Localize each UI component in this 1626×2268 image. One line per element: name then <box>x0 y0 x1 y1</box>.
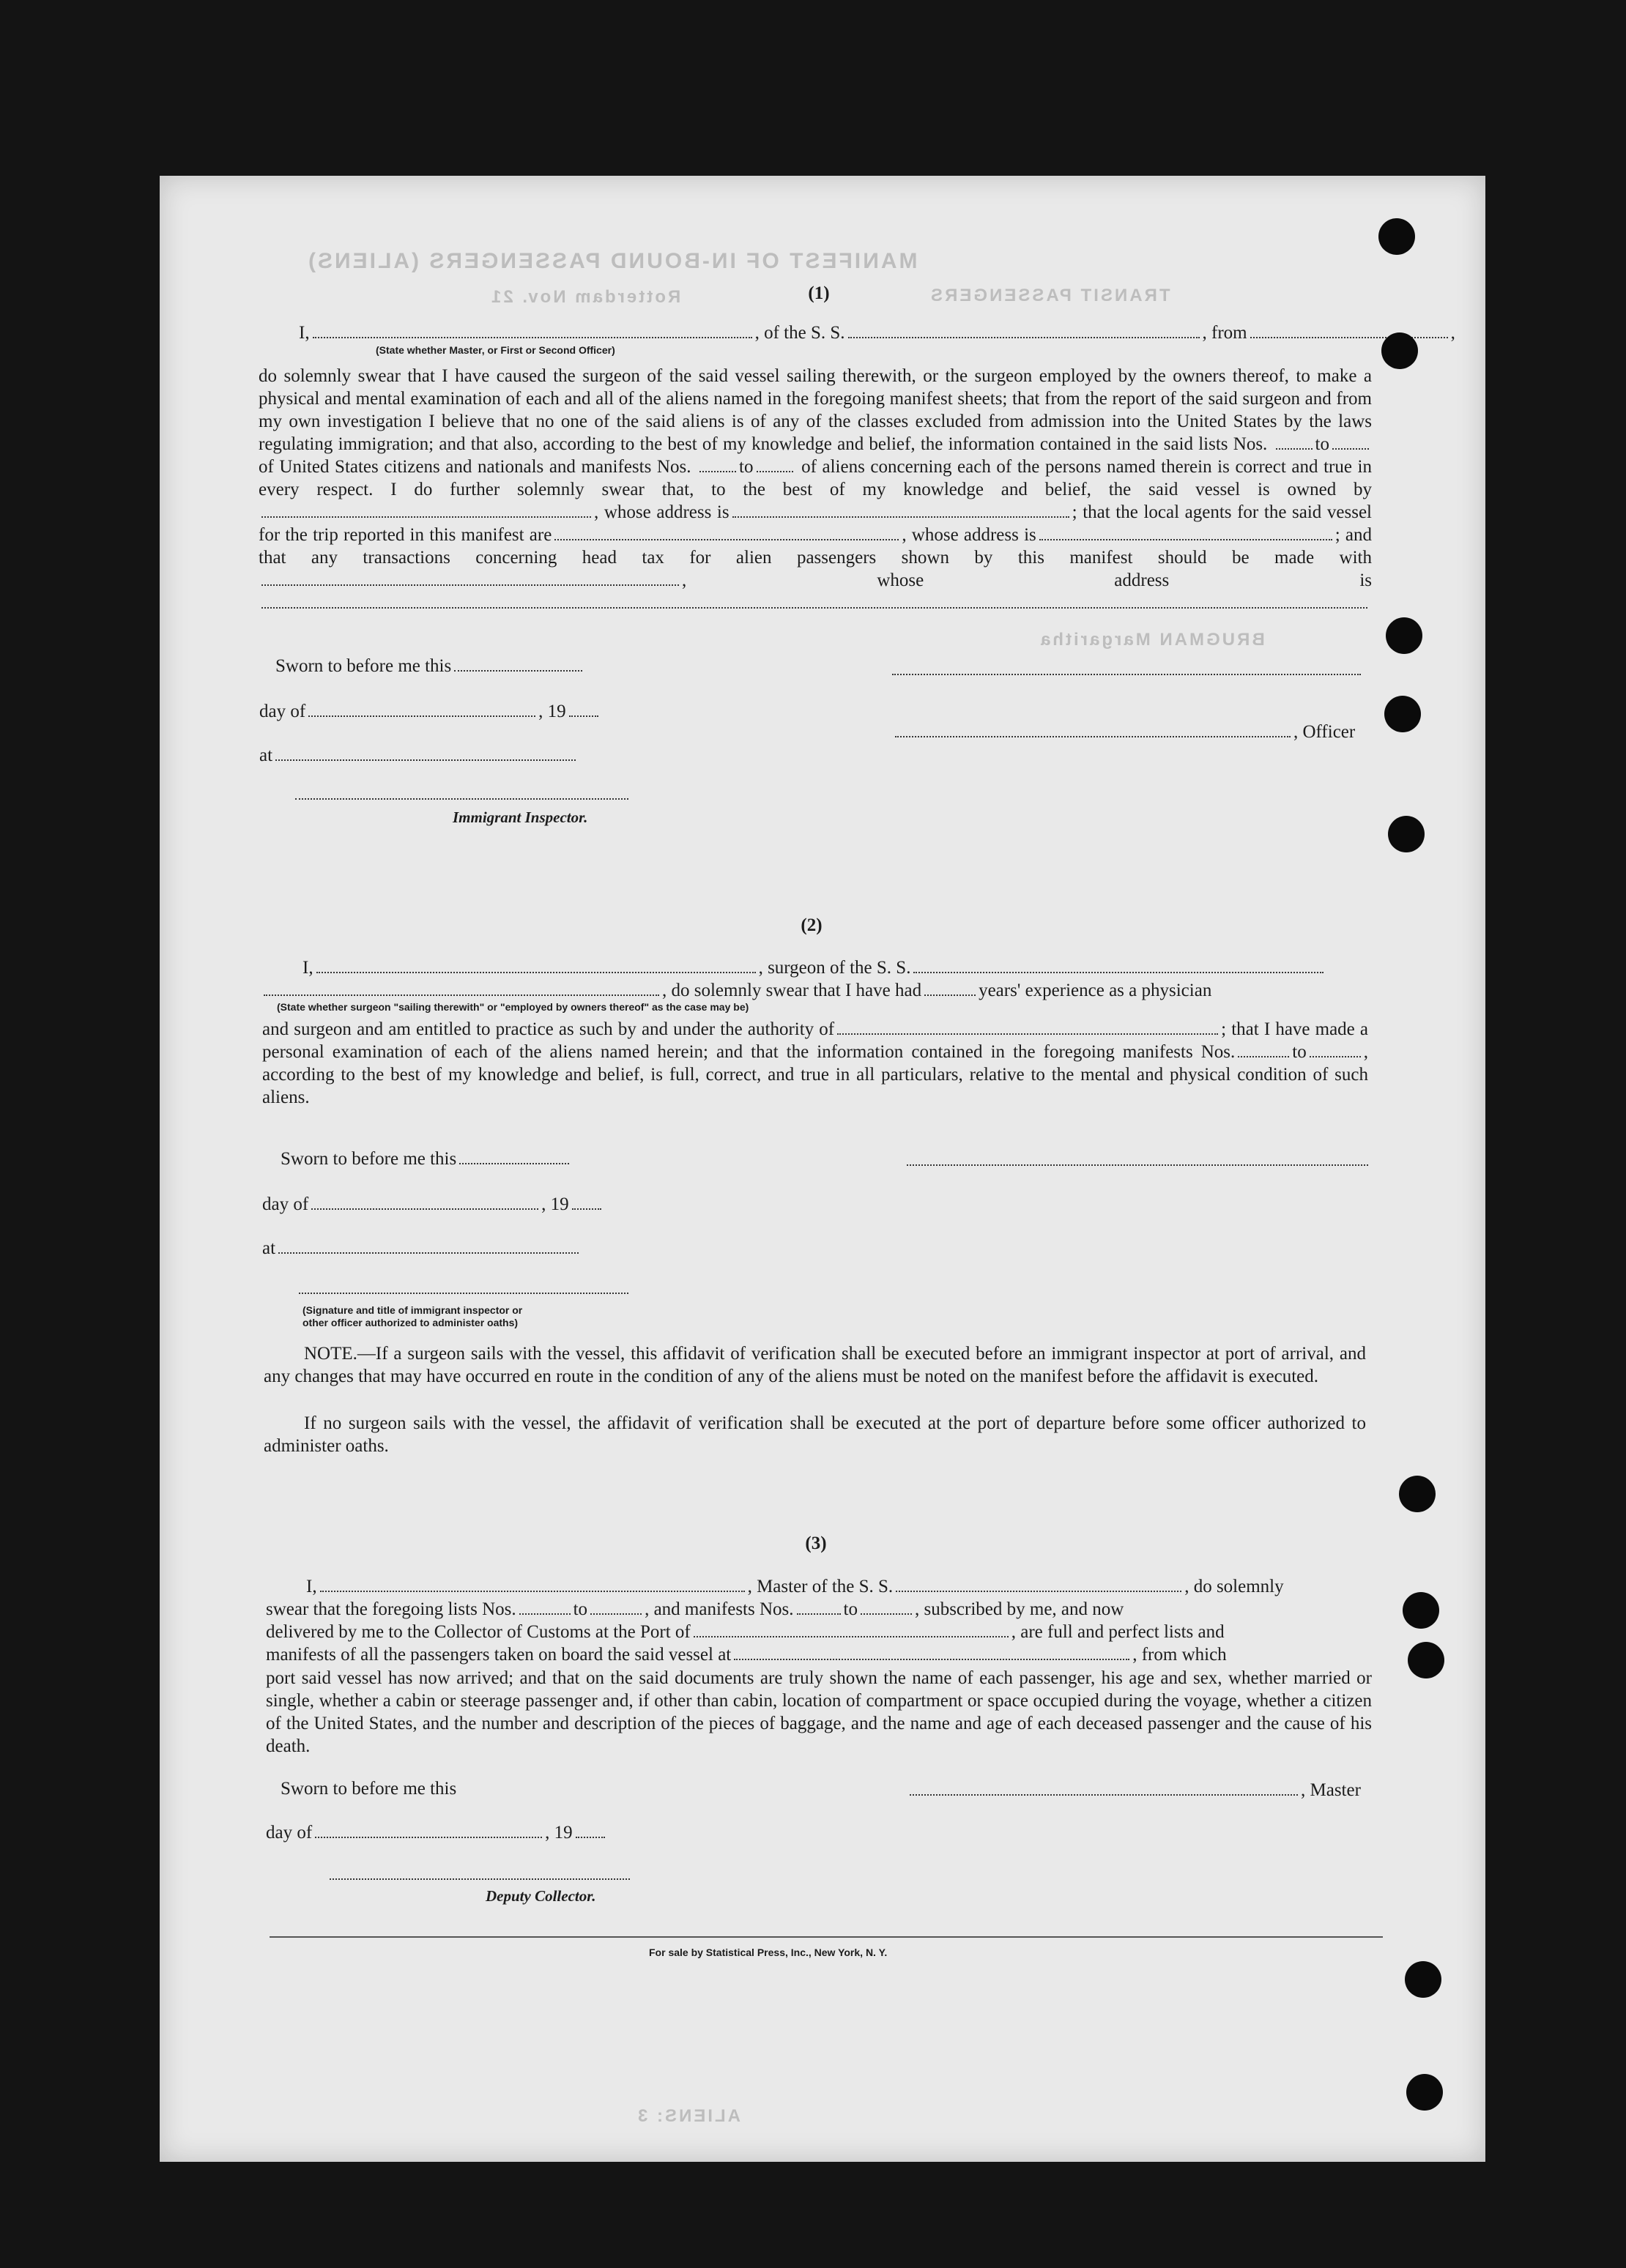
oath-paragraph-text: do solemnly swear that I have caused the surgeon of the said vessel sailing therewith, or the surgeon employed by the owners thereof, to make a physical and mental examination of each and all of the aliens named in the foregoing manifest sheets; that from the report of the said surgeon and from my own investigation I believe that no one of the said aliens is of any of the classes excluded from admission into the United States by the laws regulating immigration; and that also, according to the best of my knowledge and belief, the information contained in the said lists Nos. <box>259 366 1372 454</box>
master-vessel-field[interactable] <box>896 1579 1181 1592</box>
signature-note-1: (Signature and title of immigrant inspector or <box>302 1304 523 1316</box>
passengers-text: passengers shown by this manifest should be made with <box>796 548 1373 568</box>
head-tax-address-field[interactable] <box>261 595 1367 609</box>
exam-text: that I have made a personal examination of each of the aliens named herein; and that the information contained in the <box>262 1019 1369 1062</box>
officer-text: , Officer <box>1293 722 1356 742</box>
owned-by-text: the said vessel is owned by <box>1108 480 1373 499</box>
year-text: , 19 <box>538 702 566 721</box>
local-agents-field[interactable] <box>554 527 899 540</box>
section-3-number: (3) <box>805 1533 827 1553</box>
owner-address-field[interactable] <box>732 505 1069 518</box>
binder-hole <box>1381 332 1418 369</box>
oath-i-text-2: I, <box>302 958 313 978</box>
at-field[interactable] <box>275 748 576 761</box>
do-solemnly-text: , do solemnly <box>1184 1577 1284 1596</box>
of-the-ss-text: , of the S. S. <box>754 323 845 343</box>
according-text: , according to the best of my knowledge and belief, is full, correct, and true in <box>262 1042 1368 1085</box>
section-2-line2 <box>261 980 1211 1002</box>
document-page <box>160 176 1485 2162</box>
master-text: , Master <box>1301 1780 1361 1800</box>
from-port-field[interactable] <box>1250 325 1448 338</box>
section-3-sworn <box>281 1778 456 1800</box>
at-text: at <box>259 746 273 765</box>
master-of-text: , Master of the S. S. <box>747 1577 894 1596</box>
binder-hole <box>1388 816 1425 852</box>
surgeon-signature-line[interactable] <box>907 1164 1368 1166</box>
aliens-text: of aliens concerning each of the persons named therein is correct and true in every respect. I do further solemnly swear that, to the best of my knowledge and belief, <box>259 457 1372 499</box>
to-text: to <box>1315 434 1329 454</box>
lists-from-field-3[interactable] <box>519 1602 571 1615</box>
year-text-3: , 19 <box>545 1823 573 1843</box>
years-exp-text: years' experience as a physician <box>979 981 1212 1000</box>
to-text-2: to <box>739 457 754 477</box>
officer-signature-field[interactable] <box>895 724 1291 737</box>
surgeon-vessel-field[interactable] <box>913 960 1324 973</box>
section-2-day <box>262 1194 604 1216</box>
foregoing-text: foregoing manifests Nos. <box>1043 1042 1236 1062</box>
particulars-text: all particulars, relative to the mental and physical condition of such aliens. <box>262 1065 1368 1107</box>
embark-port-field[interactable] <box>734 1647 1129 1660</box>
sworn-text-2: Sworn to before me this <box>281 1149 457 1169</box>
signature-line-1[interactable] <box>892 674 1361 675</box>
authority-field[interactable] <box>837 1022 1218 1035</box>
footer-rule <box>270 1936 1383 1938</box>
vessel-name-field[interactable] <box>848 325 1200 338</box>
section-1-at <box>259 745 579 767</box>
day-of-text-2: day of <box>262 1194 309 1214</box>
footer-text: For sale by Statistical Press, Inc., New York, N. Y. <box>649 1947 888 1958</box>
head-tax-text: ; and that any transactions concerning head tax for alien <box>259 525 1373 568</box>
collector-signature-line[interactable] <box>330 1878 630 1880</box>
master-name-field[interactable] <box>320 1579 745 1592</box>
us-citizens-text: of United States citizens and nationals and manifests Nos. <box>259 457 691 477</box>
oath-i-text-3: I, <box>306 1577 317 1596</box>
manifests-from-field[interactable] <box>699 459 736 472</box>
day-of-text: day of <box>259 702 306 721</box>
section-2-sworn <box>281 1148 572 1170</box>
binder-hole <box>1399 1476 1436 1512</box>
manifests-to-field-2[interactable] <box>1310 1044 1361 1057</box>
section-3-line3 <box>266 1621 1225 1643</box>
section-3-line1 <box>306 1576 1284 1598</box>
from-text: , from <box>1202 323 1247 343</box>
from-which-text: , from which <box>1132 1645 1227 1665</box>
lists-from-field[interactable] <box>1276 436 1313 450</box>
whose-address-text-2: whose address is <box>911 525 1036 545</box>
note-paragraph-1: NOTE.—If a surgeon sails with the vessel, this affidavit of verification shall be executed before an immigrant inspector at port of arrival, and any changes that may have occurred en route in the condition of any of the aliens must be noted on the manifest before the affidavit is executed. <box>264 1344 1366 1386</box>
and-manifests-text: , and manifests Nos. <box>645 1599 794 1619</box>
binder-hole <box>1386 617 1422 654</box>
section-1-sworn <box>275 655 585 677</box>
section-2-line1 <box>302 957 1326 979</box>
section-1-paragraph: do solemnly swear that I have caused the surgeon of the said vessel sailing therewith, or the surgeon employed by the owners thereof, to make a physical and mental examination of each and all of the aliens named in the foregoing manifest sheets; that from the report of the said surgeon and from my own investigation I believe that no one of the said aliens is of any of the classes excluded from admission into the United States by the laws regulating immigration; and that also, according to the best of my knowledge and belief, the information contained in the said lists Nos. to of United States citizens and nationals and manifests Nos. to of aliens concerning each of the persons named therein is correct and true in every respect. I do further solemnly swear that, to the best of my knowledge and belief, the said vessel is owned by, whose address is ; that the local agents for the said vessel for the trip reported in this manifest are , whose address is ; and that any transactions concerning head tax for alien passengers shown by this manifest should be made with, whose address is <box>259 365 1372 614</box>
surgeon-name-field[interactable] <box>316 960 756 973</box>
sworn-date-field-2[interactable] <box>459 1151 569 1164</box>
day-field-3[interactable] <box>315 1825 542 1838</box>
deputy-collector-label: Deputy Collector. <box>486 1887 596 1905</box>
to-text-3: to <box>1292 1042 1307 1062</box>
day-field[interactable] <box>308 704 535 717</box>
owner-field[interactable] <box>261 505 591 518</box>
year-field-2[interactable] <box>572 1197 601 1210</box>
agents-address-field[interactable] <box>1039 527 1332 540</box>
note-paragraph-2: If no surgeon sails with the vessel, the affidavit of verification shall be executed at the port of departure before some officer authorized to administer oaths. <box>264 1413 1366 1456</box>
master-signature-line <box>907 1780 1361 1802</box>
day-of-text-3: day of <box>266 1823 313 1843</box>
section-1-header-line: I, , of the S. S. , from , <box>299 323 1455 343</box>
section-3-day <box>266 1822 608 1844</box>
sworn-text: Sworn to before me this <box>275 656 452 676</box>
year-field[interactable] <box>569 704 598 717</box>
authority-text: and surgeon and am entitled to practice as such by and under the authority of <box>262 1019 835 1039</box>
bleed-through-port: Rotterdam Nov. 21 <box>489 287 681 307</box>
immigrant-inspector-label: Immigrant Inspector. <box>453 808 588 826</box>
binder-hole <box>1408 1642 1444 1678</box>
officer-note: (State whether Master, or First or Second Officer) <box>376 344 615 356</box>
signature-note-2: other officer authorized to administer oaths) <box>302 1317 519 1328</box>
whose-address-text-3: , whose address is <box>682 570 1372 590</box>
port-field[interactable] <box>694 1624 1009 1637</box>
to-text-5: to <box>843 1599 858 1619</box>
surgeon-type-field[interactable] <box>264 983 659 996</box>
manifests-to-field-3[interactable] <box>861 1602 912 1615</box>
sworn-date-field[interactable] <box>454 658 582 672</box>
section-3-paragraph: port said vessel has now arrived; and that on the said documents are truly shown the name of each passenger, his age and sex, whether married or single, whether a cabin or steerage passenger and, if other than cabin, location of compartment or space occupied during the voyage, whether a citizen of the United States, and the number and description of the pieces of baggage, and the name and age of each deceased passenger and the cause of his death. <box>266 1668 1372 1756</box>
bleed-through-aliens: ALIENS: 3 <box>636 2106 741 2126</box>
binder-hole <box>1403 1592 1439 1629</box>
binder-hole <box>1384 696 1421 732</box>
lists-to-field[interactable] <box>1332 436 1369 450</box>
manifests-to-field[interactable] <box>757 459 793 472</box>
subscribed-text: , subscribed by me, and now <box>914 1599 1124 1619</box>
section-2-number: (2) <box>801 915 823 935</box>
binder-hole <box>1405 1961 1441 1998</box>
full-perfect-text: , are full and perfect lists and <box>1011 1622 1225 1642</box>
section-2-at <box>262 1238 582 1260</box>
section-2-paragraph: and surgeon and am entitled to practice as such by and under the authority of ; that I have made a personal examination of each of the aliens named herein; and that the information contained in the foregoing manifests Nos. to , according to the best of my knowledge and belief, is full, correct, and true in all particulars, relative to the mental and physical condition of such aliens. <box>262 1019 1369 1107</box>
section-1-day <box>259 701 601 723</box>
inspector-signature-line-2[interactable] <box>299 1293 628 1294</box>
whose-address-text: , whose address is <box>594 502 730 522</box>
inspector-signature-line[interactable] <box>295 798 628 800</box>
years-field[interactable] <box>924 983 976 996</box>
lists-to-field-3[interactable] <box>590 1602 642 1615</box>
bleed-through-transit: TRANSIT PASSENGERS <box>929 286 1170 305</box>
to-text-4: to <box>573 1599 588 1619</box>
manifests-from-field-2[interactable] <box>1238 1044 1289 1057</box>
at-field-2[interactable] <box>278 1241 579 1254</box>
swear-lists-text: swear that the foregoing lists Nos. <box>266 1599 516 1619</box>
do-swear-text: , do solemnly swear that I have had <box>662 981 922 1000</box>
surgeon-of-text: , surgeon of the S. S. <box>758 958 911 978</box>
section-3-line2 <box>266 1599 1124 1621</box>
at-text-2: at <box>262 1238 276 1258</box>
manifests-all-text: manifests of all the passengers taken on board the said vessel at <box>266 1645 732 1665</box>
binder-hole <box>1406 2074 1443 2111</box>
sworn-text-3: Sworn to before me this <box>281 1779 457 1799</box>
oath-i-text: I, <box>299 323 310 343</box>
section-1-number: (1) <box>808 283 830 303</box>
binder-hole <box>1378 218 1415 255</box>
year-field-3[interactable] <box>576 1825 605 1838</box>
delivered-text: delivered by me to the Collector of Customs at the Port of <box>266 1622 691 1642</box>
bleed-through-title: MANIFEST OF IN-BOUND PASSENGERS (ALIENS) <box>306 249 918 273</box>
year-text-2: , 19 <box>541 1194 569 1214</box>
officer-name-field[interactable] <box>313 325 752 338</box>
bleed-through-name: BRUGMAN Margaritha <box>1039 630 1265 650</box>
local-agents-text: that the local agents for the said vessel for the trip reported in this manifest are <box>259 502 1373 545</box>
head-tax-contact-field[interactable] <box>261 573 679 586</box>
section-3-line4 <box>266 1644 1227 1666</box>
officer-signature-line <box>892 721 1355 743</box>
surgeon-note: (State whether surgeon "sailing therewith" or "employed by owners thereof" as the case may be) <box>277 1001 749 1013</box>
manifests-from-field-3[interactable] <box>797 1602 841 1615</box>
master-signature-field[interactable] <box>910 1782 1298 1796</box>
day-field-2[interactable] <box>311 1197 538 1210</box>
